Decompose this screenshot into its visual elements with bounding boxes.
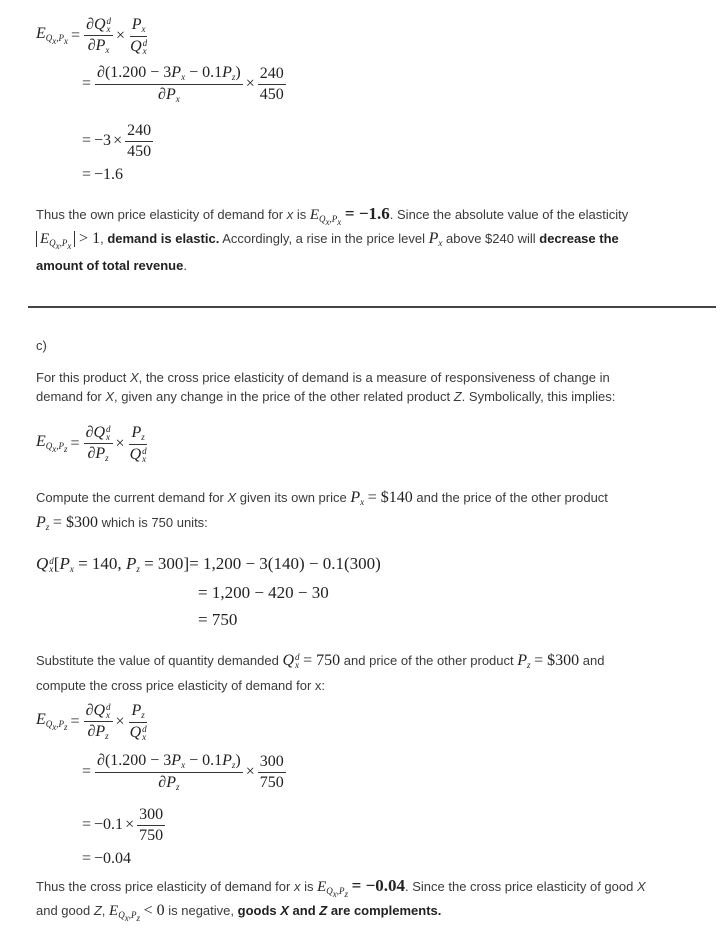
own-elasticity-conclusion-line1: Thus the own price elasticity of demand for x is $E_{Q_x,P_x} = -1.6$. Since the absolute value of the elasticity (36, 204, 629, 227)
substitute-line2: compute the cross price elasticity of demand for x: (36, 678, 326, 693)
section-divider (28, 306, 716, 308)
part-c-label: c) (36, 338, 47, 353)
demand-equation-line3: = 750 (198, 610, 238, 629)
own-elasticity-result: = −1.6 (82, 166, 124, 183)
own-elasticity-conclusion-line3: amount of total revenue. (36, 258, 187, 273)
demand-equation-line2: = 1,200 − 420 − 30 (198, 583, 329, 602)
cross-elasticity-formula: $E_{Q_x,P_z}$ = ∂Q d x $\partial P_z$ × $P_z$ Q d x (36, 424, 147, 465)
part-c-intro-line2: demand for X, given any change in the price of the other related product Z. Symbolically, this implies: (36, 389, 616, 404)
own-elasticity-step-3: = −3 × $\frac{240}{450}$ (82, 122, 152, 160)
cross-elasticity-conclusion-line2: and good Z, $E_{Q_x,P_z} < 0$ is negative, goods X and Z are complements. (36, 902, 442, 923)
absolute-elasticity: $E_{Q_x,P_x}$ (36, 231, 75, 247)
price-quantity-fraction: $P_x$ Q d x (130, 16, 148, 57)
compute-demand-line1: Compute the current demand for X given its own price $P_x$ = $140 and the price of the other product (36, 489, 608, 507)
cross-elasticity-conclusion-line1: Thus the cross price elasticity of demand for x is $E_{Q_x,P_z} = -0.04$. Since the cross price elasticity of good X (36, 876, 646, 899)
cross-elasticity-step-2: = $\frac{\partial(1.200 - 3P_x - 0.1P_z)}{\partial P_z}$ × $\frac{300}{750}$ (82, 752, 284, 792)
derivative-fraction: ∂Q d x $\partial P_x$ (86, 16, 112, 55)
substitute-line1: Substitute the value of quantity demanded Q d x = 750 and price of the other product $P_z$ = $300 and (36, 652, 605, 671)
compute-demand-line2: $P_z$ = $300 which is 750 units: (36, 514, 208, 532)
demand-derivative-fraction: $\frac{\partial(1.200 - 3P_x - 0.1P_z)}{\partial P_x}$ (97, 64, 241, 104)
cross-elasticity-step-3: = −0.1 × $\frac{300}{750}$ (82, 806, 164, 844)
times-sign: × (116, 26, 126, 44)
cross-elasticity-result: = −0.04 (82, 850, 132, 867)
own-elasticity-step-2: = $\frac{\partial(1.200 - 3P_x - 0.1P_z)}{\partial P_x}$ × $\frac{240}{450}$ (82, 64, 284, 104)
ratio-fraction: $\frac{240}{450}$ (259, 65, 284, 103)
elasticity-symbol: $E_{Q_x,P_x}$ (36, 25, 69, 47)
equals-sign: = (71, 26, 81, 44)
demand-equation-line1: Q d x [$P_x = 140$, $P_z = 300]= 1,200 - 3(140) - 0.1(300)$ (36, 554, 381, 575)
own-elasticity-conclusion-line2: $E_{Q_x,P_x} > 1$, demand is elastic. Accordingly, a rise in the price level $P_x$ above $240 will decrease the (36, 230, 619, 251)
cross-elasticity-step-1: $E_{Q_x,P_z}$ = ∂Q d x $\partial P_z$ × $P_z$ Q d x (36, 702, 147, 743)
part-c-intro-line1: For this product X, the cross price elasticity of demand is a measure of responsiveness of change in (36, 370, 610, 385)
own-elasticity-formula (36, 16, 150, 55)
